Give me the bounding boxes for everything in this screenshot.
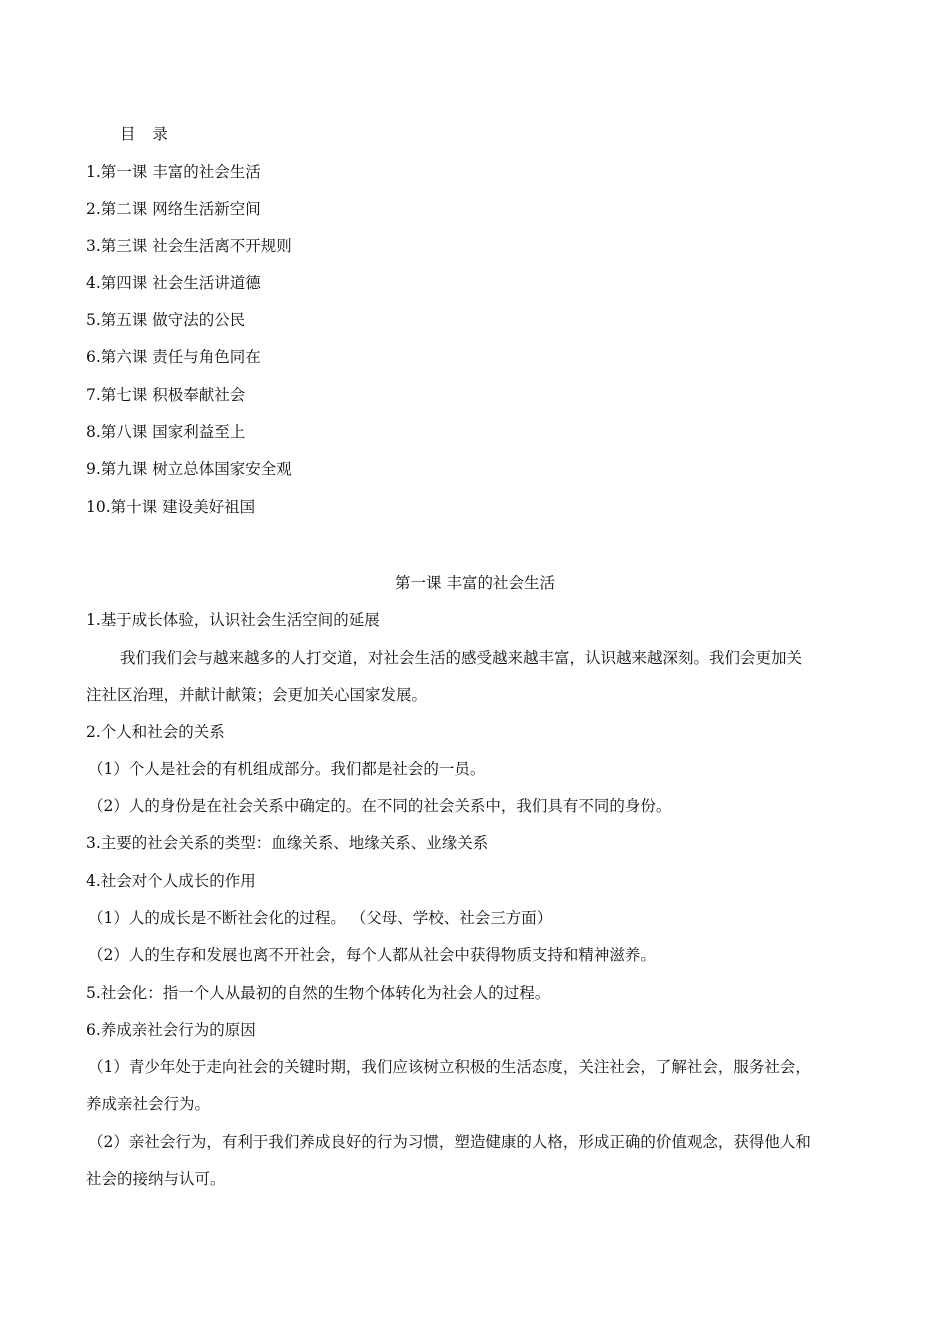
list-item: （1）青少年处于走向社会的关键时期，我们应该树立积极的生活态度，关注社会，了解社会，服务社会， bbox=[88, 1058, 811, 1076]
toc-item: 10.第十课 建设美好祖国 bbox=[86, 498, 256, 516]
toc-item: 1.第一课 丰富的社会生活 bbox=[86, 163, 261, 181]
list-item: （1）个人是社会的有机组成部分。我们都是社会的一员。 bbox=[88, 760, 486, 778]
section-heading: 4.社会对个人成长的作用 bbox=[86, 872, 256, 890]
toc-item: 4.第四课 社会生活讲道德 bbox=[86, 274, 261, 292]
list-item-continuation: 社会的接纳与认可。 bbox=[86, 1170, 226, 1188]
section-heading: 2.个人和社会的关系 bbox=[86, 723, 225, 741]
section-heading: 5.社会化：指一个人从最初的自然的生物个体转化为社会人的过程。 bbox=[86, 984, 551, 1002]
toc-item: 9.第九课 树立总体国家安全观 bbox=[86, 460, 292, 478]
list-item: （2）亲社会行为，有利于我们养成良好的行为习惯，塑造健康的人格，形成正确的价值观念，获得他人和 bbox=[88, 1133, 811, 1151]
lesson-title: 第一课 丰富的社会生活 bbox=[395, 574, 555, 592]
toc-item: 3.第三课 社会生活离不开规则 bbox=[86, 237, 292, 255]
list-item: （2）人的生存和发展也离不开社会，每个人都从社会中获得物质支持和精神滋养。 bbox=[88, 946, 656, 964]
toc-item: 8.第八课 国家利益至上 bbox=[86, 423, 246, 441]
section-heading: 6.养成亲社会行为的原因 bbox=[86, 1021, 256, 1039]
paragraph-line: 注社区治理，并献计献策；会更加关心国家发展。 bbox=[86, 686, 428, 704]
toc-title: 目 录 bbox=[120, 125, 174, 143]
list-item-continuation: 养成亲社会行为。 bbox=[86, 1095, 211, 1113]
list-item: （1）人的成长是不断社会化的过程。 （父母、学校、社会三方面） bbox=[88, 909, 553, 927]
toc-item: 5.第五课 做守法的公民 bbox=[86, 311, 246, 329]
toc-item: 6.第六课 责任与角色同在 bbox=[86, 348, 261, 366]
toc-item: 7.第七课 积极奉献社会 bbox=[86, 386, 246, 404]
toc-item: 2.第二课 网络生活新空间 bbox=[86, 200, 261, 218]
list-item: （2）人的身份是在社会关系中确定的。在不同的社会关系中，我们具有不同的身份。 bbox=[88, 797, 672, 815]
section-heading: 1.基于成长体验，认识社会生活空间的延展 bbox=[86, 611, 380, 629]
section-heading: 3.主要的社会关系的类型：血缘关系、地缘关系、业缘关系 bbox=[86, 834, 489, 852]
paragraph-line: 我们我们会与越来越多的人打交道，对社会生活的感受越来越丰富，认识越来越深刻。我们会更加关 bbox=[120, 649, 803, 667]
